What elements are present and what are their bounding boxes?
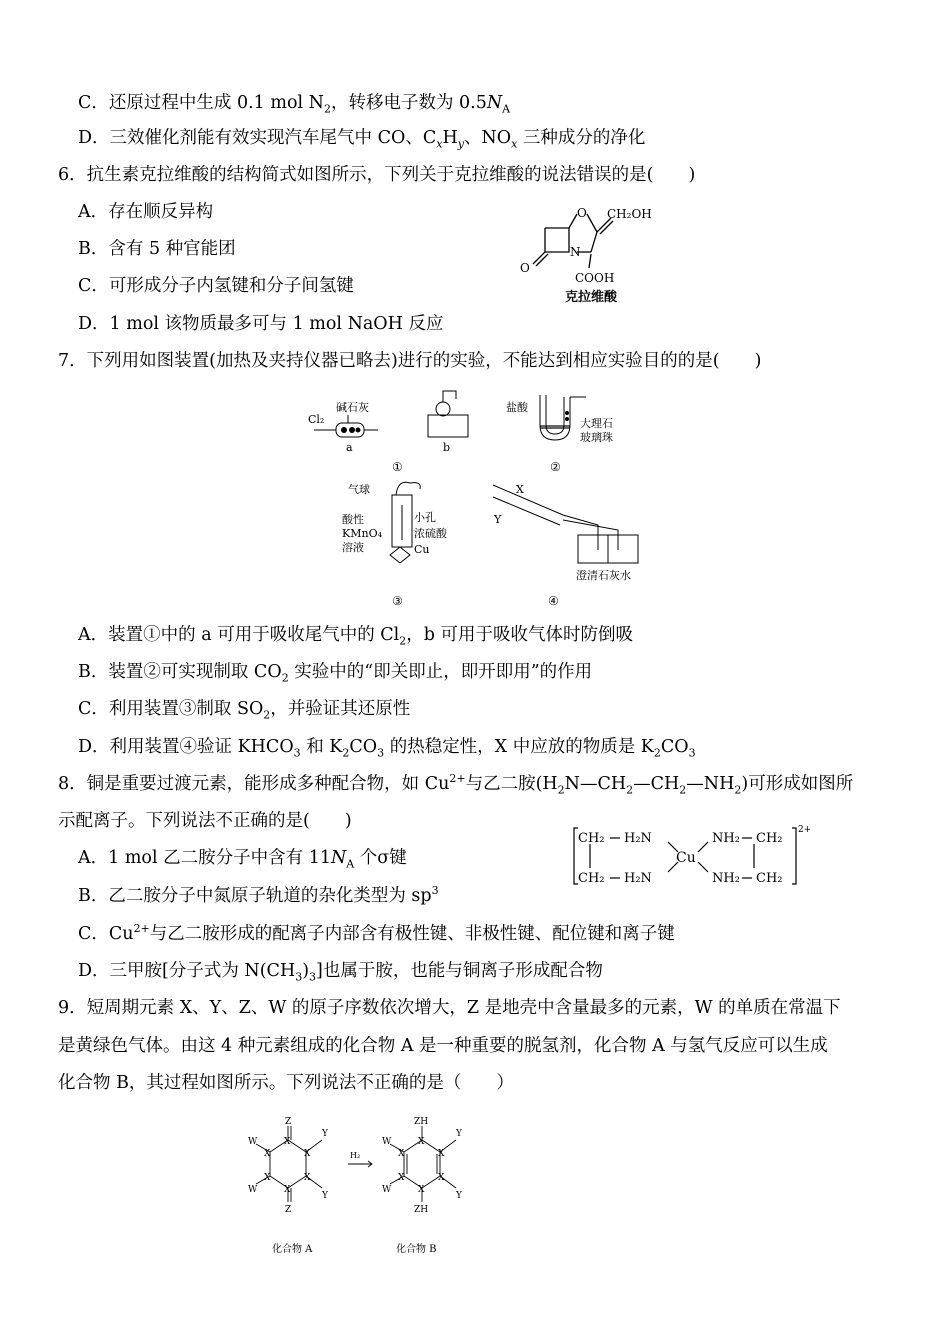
ch2-top-left: CH₂ — [578, 831, 605, 846]
kmno4-label-3: 溶液 — [342, 541, 364, 554]
q8-option-b: B．乙二胺分子中氮原子轨道的杂化类型为 $sp^3$ — [78, 884, 439, 906]
q6-option-b: B．含有 5 种官能团 — [78, 239, 236, 259]
q8-stem-line1: 8．铜是重要过渡元素，能形成多种配合物，如 $Cu^{2+}$与乙二胺$(H_2N—CH_2—CH_2—NH_2)$可形成如图所 — [58, 772, 854, 797]
b-w-top: W — [382, 1137, 392, 1147]
device-3-label: ③ — [392, 594, 403, 608]
ring-oxygen: O — [577, 206, 587, 220]
q9-stem-line3: 化合物 B，其过程如图所示。下列说法不正确的是（ ） — [58, 1073, 514, 1093]
apparatus-figure — [308, 385, 648, 619]
h2-label: H₂ — [350, 1151, 361, 1160]
q8-option-d: D．三甲胺[分子式为 $N(CH_3)_3$]也属于胺，也能与铜离子形成配合物 — [78, 961, 603, 984]
hcl-label: 盐酸 — [506, 401, 528, 414]
kmno4-label-1: 酸性 — [342, 513, 364, 526]
x-label: X — [516, 483, 524, 496]
b-w-bottom: W — [382, 1185, 392, 1195]
ch2-top-right: CH₂ — [756, 831, 783, 846]
q7-option-d: D．利用装置④验证 $KHCO_3$ 和 $K_2CO_3$ 的热稳定性，X 中应放的物质是 $K_2CO_3$ — [78, 737, 696, 760]
complex-charge: 2+ — [798, 825, 810, 835]
b-x-4: X — [418, 1185, 425, 1195]
ring-nitrogen: N — [570, 245, 581, 259]
b-y-bottom: Y — [456, 1191, 462, 1201]
ch2-bottom-right: CH₂ — [756, 871, 783, 886]
h2n-bottom: H₂N — [624, 871, 652, 886]
b-zh-bottom: ZH — [414, 1205, 429, 1215]
ch2oh-group: CH₂OH — [607, 207, 652, 221]
q7-stem: 7．下列用如图装置(加热及夹持仪器已略去)进行的实验，不能达到相应实验目的的是( ) — [58, 351, 762, 371]
b-zh-top: ZH — [414, 1117, 429, 1127]
q8-option-c: C．$Cu^{2+}$与乙二胺形成的配离子内部含有极性键、非极性键、配位键和离子键 — [78, 922, 675, 944]
a-z-top: Z — [285, 1117, 292, 1127]
a-x-4: X — [284, 1185, 291, 1195]
soda-lime-label: 碱石灰 — [336, 401, 369, 414]
device-b-label: b — [443, 441, 451, 454]
q8-stem-line2: 示配离子。下列说法不正确的是( ) — [58, 811, 352, 831]
q9-stem-line2: 是黄绿色气体。由这 4 种元素组成的化合物 A 是一种重要的脱氢剂，化合物 A 与氢气反应可以生成 — [58, 1036, 828, 1056]
nh2-top: NH₂ — [712, 831, 740, 846]
cl2-label: Cl₂ — [308, 413, 325, 426]
q7-option-a: A．装置①中的 a 可用于吸收尾气中的 $Cl_2$，b 可用于吸收气体时防倒吸 — [78, 625, 634, 648]
a-x-2: X — [304, 1149, 311, 1159]
hole-label: 小孔 — [414, 511, 436, 524]
compound-reaction-figure — [242, 1112, 502, 1266]
q7-option-c: C．利用装置③制取 $SO_2$，并验证其还原性 — [78, 699, 411, 722]
b-x-5: X — [398, 1173, 405, 1183]
a-y-bottom: Y — [322, 1191, 328, 1201]
q6-option-a: A．存在顺反异构 — [78, 202, 214, 222]
a-x-5: X — [264, 1173, 271, 1183]
q6-option-d: D．1 mol 该物质最多可与 1 mol NaOH 反应 — [78, 314, 444, 334]
q5-option-d: D．三效催化剂能有效实现汽车尾气中 CO、$C_xH_y$、$NO_x$ 三种成分的净化 — [78, 128, 646, 151]
cooh-group: COOH — [575, 271, 615, 285]
b-x-2: X — [438, 1149, 445, 1159]
q5-option-c: C．还原过程中生成 0.1 mol $N_2$，转移电子数为 $0.5N_A$ — [78, 93, 511, 116]
q6-stem: 6．抗生素克拉维酸的结构简式如图所示，下列关于克拉维酸的说法错误的是( ) — [58, 165, 696, 185]
y-label: Y — [494, 513, 502, 526]
a-y-top: Y — [322, 1129, 328, 1139]
kmno4-label-2: KMnO₄ — [342, 527, 382, 540]
b-x-6: X — [398, 1149, 405, 1159]
b-x-1: X — [418, 1137, 425, 1147]
caption-compound-a: 化合物 A — [272, 1244, 313, 1255]
caption-compound-b: 化合物 B — [396, 1244, 437, 1255]
q8-option-a: A．1 mol 乙二胺分子中含有 $11N_A$ 个σ键 — [78, 848, 407, 871]
device-4-label: ④ — [548, 594, 559, 608]
structure-caption: 克拉维酸 — [565, 290, 618, 305]
q9-stem-line1: 9．短周期元素 X、Y、Z、W 的原子序数依次增大，Z 是地壳中含量最多的元素，W 的单质在常温下 — [58, 998, 841, 1018]
b-x-3: X — [438, 1173, 445, 1183]
cu-label: Cu — [414, 543, 430, 556]
h2n-top: H₂N — [624, 831, 652, 846]
a-w-bottom: W — [248, 1185, 258, 1195]
limewater-label: 澄清石灰水 — [576, 569, 631, 582]
a-x-6: X — [264, 1149, 271, 1159]
balloon-label: 气球 — [348, 483, 370, 496]
a-x-3: X — [304, 1173, 311, 1183]
marble-label: 大理石 — [580, 417, 613, 430]
keto-oxygen: O — [520, 261, 530, 275]
clavulanic-acid-structure — [515, 200, 675, 312]
b-y-top: Y — [456, 1129, 462, 1139]
a-z-bottom: Z — [285, 1205, 292, 1215]
device-a-label: a — [346, 441, 353, 454]
q7-option-b: B．装置②可实现制取 $CO_2$ 实验中的“即关即止，即开即用”的作用 — [78, 662, 593, 685]
ch2-bottom-left: CH₂ — [578, 871, 605, 886]
device-2-label: ② — [550, 460, 561, 474]
nh2-bottom: NH₂ — [712, 871, 740, 886]
copper-complex-structure — [570, 822, 810, 894]
cu-center: Cu — [676, 850, 696, 866]
a-x-1: X — [284, 1137, 291, 1147]
h2so4-label: 浓硫酸 — [414, 527, 447, 540]
device-1-label: ① — [392, 460, 403, 474]
a-w-top: W — [248, 1137, 258, 1147]
q6-option-c: C．可形成分子内氢键和分子间氢键 — [78, 276, 354, 296]
glass-beads-label: 玻璃珠 — [580, 431, 613, 444]
